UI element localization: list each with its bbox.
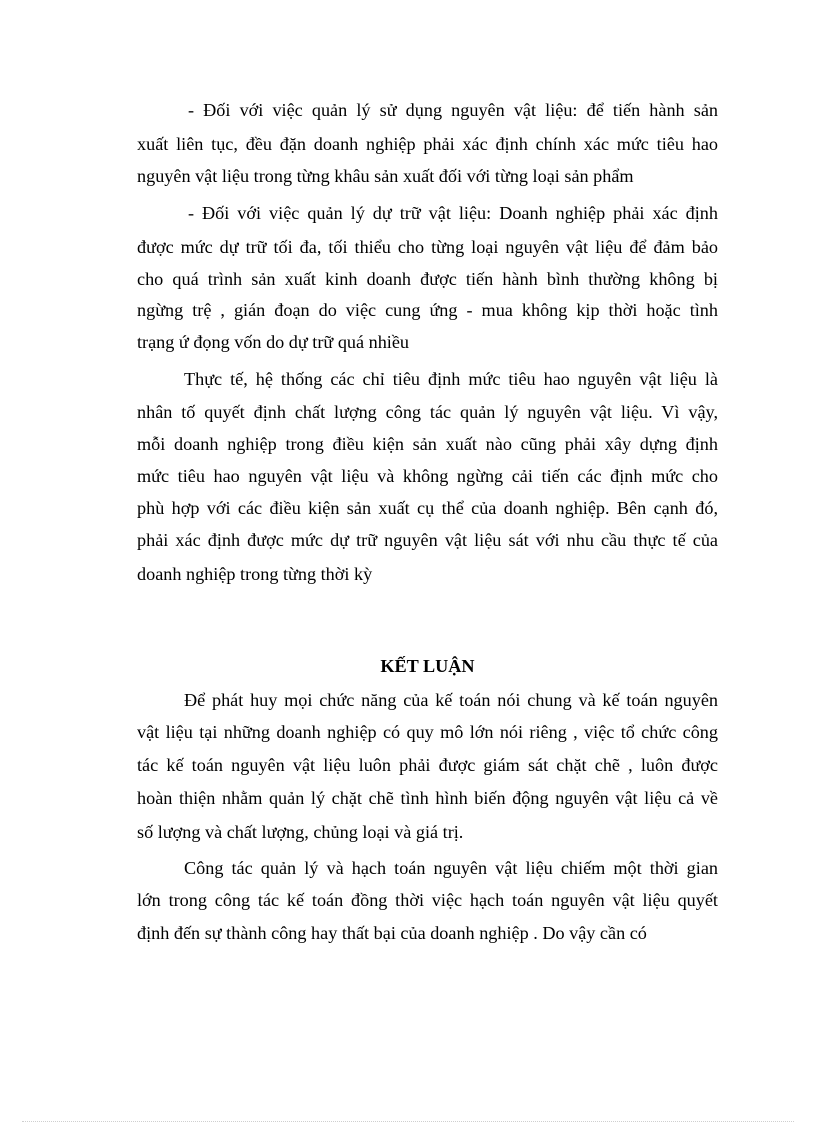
paragraph-2-line-5: trạng ứ đọng vốn do dự trữ quá nhiều — [137, 332, 410, 352]
paragraph-3-line-6: phải xác định được mức dự trữ nguyên vật liệu sát với nhu cầu thực tế của — [137, 530, 718, 550]
paragraph-1-line-3: nguyên vật liệu trong từng khâu sản xuất đối với từng loại sản phẩm — [137, 166, 634, 186]
paragraph-4-line-3: tác kế toán nguyên vật liệu luôn phải được giám sát chặt chẽ , luôn được — [137, 755, 718, 775]
paragraph-1-line-2: xuất liên tục, đều đặn doanh nghiệp phải xác định chính xác mức tiêu hao — [137, 134, 718, 154]
conclusion-heading: KẾT LUẬN — [380, 656, 475, 676]
paragraph-4-line-2: vật liệu tại những doanh nghiệp có quy mô lớn nói riêng , việc tổ chức công — [137, 722, 718, 742]
paragraph-3-line-7: doanh nghiệp trong từng thời kỳ — [137, 564, 373, 584]
paragraph-2-line-4: ngừng trệ , gián đoạn do việc cung ứng - mua không kịp thời hoặc tình — [137, 300, 718, 320]
page-bottom-rule — [22, 1121, 794, 1122]
paragraph-5-line-2: lớn trong công tác kế toán đồng thời việc hạch toán nguyên vật liệu quyết — [137, 890, 718, 910]
paragraph-4-line-1: Để phát huy mọi chức năng của kế toán nói chung và kế toán nguyên — [184, 690, 718, 710]
paragraph-3-line-2: nhân tố quyết định chất lượng công tác quản lý nguyên vật liệu. Vì vậy, — [137, 402, 718, 422]
paragraph-3-line-1: Thực tế, hệ thống các chỉ tiêu định mức tiêu hao nguyên vật liệu là — [184, 369, 718, 389]
paragraph-4-line-5: số lượng và chất lượng, chủng loại và giá trị. — [137, 822, 464, 842]
paragraph-4-line-4: hoàn thiện nhằm quản lý chặt chẽ tình hình biến động nguyên vật liệu cả về — [137, 788, 718, 808]
paragraph-1-line-1: - Đối với việc quản lý sử dụng nguyên vật liệu: để tiến hành sản — [188, 100, 718, 120]
paragraph-3-line-5: phù hợp với các điều kiện sản xuất cụ thể của doanh nghiệp. Bên cạnh đó, — [137, 498, 718, 518]
paragraph-3-line-4: mức tiêu hao nguyên vật liệu và không ngừng cải tiến các định mức cho — [137, 466, 718, 486]
paragraph-2-line-1: - Đối với việc quản lý dự trữ vật liệu: Doanh nghiệp phải xác định — [188, 203, 718, 223]
paragraph-3-line-3: mỗi doanh nghiệp trong điều kiện sản xuất nào cũng phải xây dựng định — [137, 434, 718, 454]
paragraph-5-line-3: định đến sự thành công hay thất bại của doanh nghiệp . Do vậy cần có — [137, 923, 647, 943]
paragraph-2-line-3: cho quá trình sản xuất kinh doanh được tiến hành bình thường không bị — [137, 269, 718, 289]
paragraph-2-line-2: được mức dự trữ tối đa, tối thiểu cho từng loại nguyên vật liệu để đảm bảo — [137, 237, 718, 257]
paragraph-5-line-1: Công tác quản lý và hạch toán nguyên vật liệu chiếm một thời gian — [184, 858, 718, 878]
